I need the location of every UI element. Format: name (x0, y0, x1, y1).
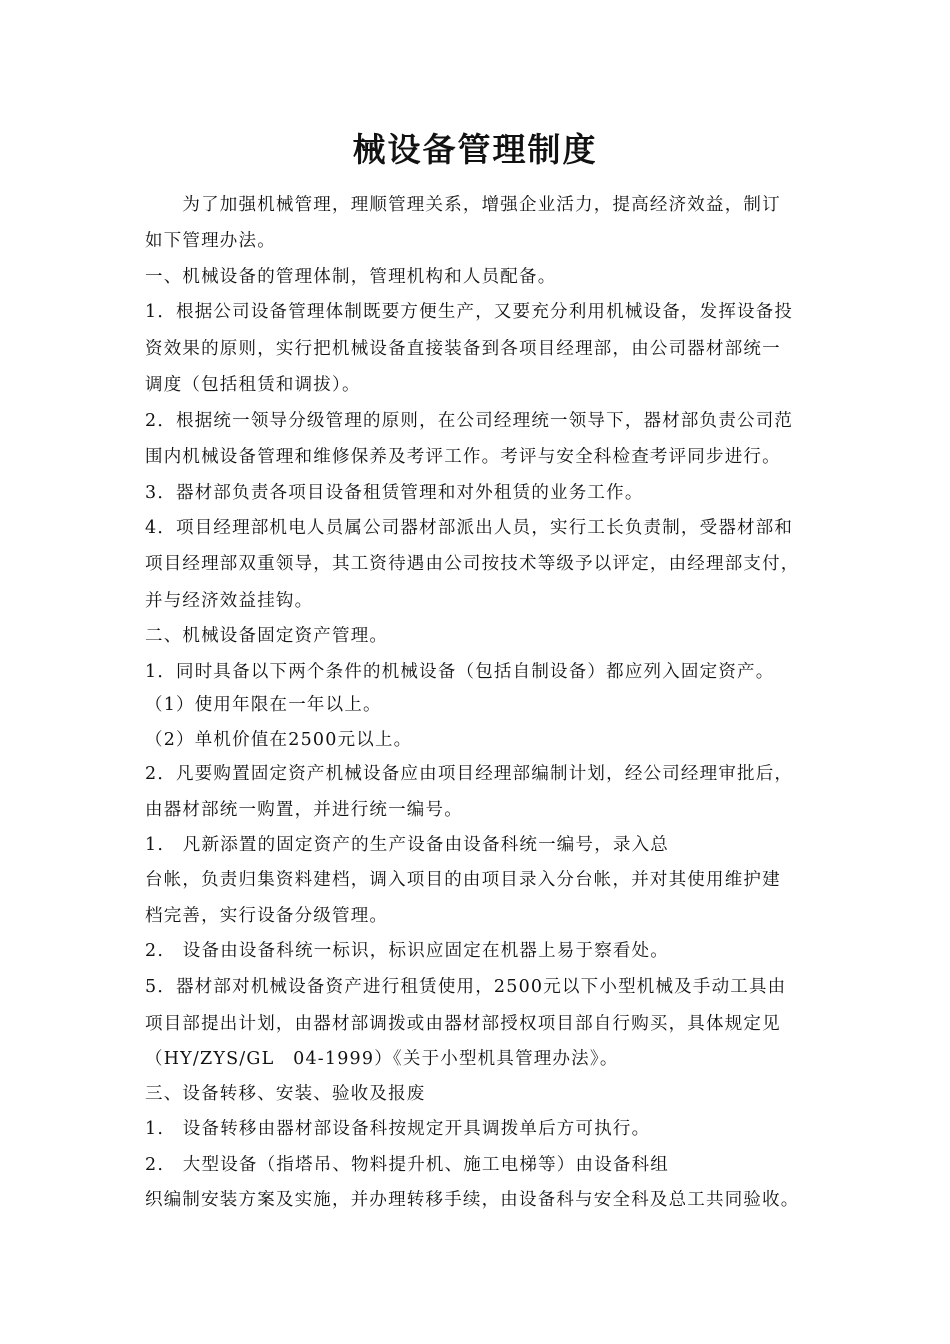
paragraph-line: （HY/ZYS/GL 04-1999）《关于小型机具管理办法》。 (145, 1049, 619, 1069)
paragraph-line: 1．根据公司设备管理体制既要方便生产，又要充分利用机械设备，发挥设备投 (145, 302, 794, 322)
paragraph-line: 4．项目经理部机电人员属公司器材部派出人员，实行工长负责制，受器材部和 (145, 518, 794, 538)
section-heading: 二、机械设备固定资产管理。 (145, 626, 389, 646)
paragraph-line: 如下管理办法。 (145, 231, 276, 251)
paragraph-line: 2．根据统一领导分级管理的原则，在公司经理统一领导下，器材部负责公司范 (145, 411, 794, 431)
paragraph-line: 为了加强机械管理，理顺管理关系，增强企业活力，提高经济效益，制订 (145, 195, 781, 215)
section-heading: 一、机械设备的管理体制，管理机构和人员配备。 (145, 267, 557, 287)
section-heading: 三、设备转移、安装、验收及报废 (145, 1084, 426, 1104)
paragraph-line: 2．凡要购置固定资产机械设备应由项目经理部编制计划，经公司经理审批后， (145, 764, 794, 784)
paragraph-line: 1. 凡新添置的固定资产的生产设备由设备科统一编号，录入总 (145, 835, 669, 855)
paragraph-line: 调度（包括租赁和调拔）。 (145, 375, 361, 395)
paragraph-line: 3．器材部负责各项目设备租赁管理和对外租赁的业务工作。 (145, 483, 644, 503)
paragraph-line: 项目经理部双重领导，其工资待遇由公司按技术等级予以评定，由经理部支付， (145, 554, 800, 574)
paragraph-line: 织编制安装方案及实施，并办理转移手续，由设备科与安全科及总工共同验收。 (145, 1190, 800, 1210)
paragraph-line: 资效果的原则，实行把机械设备直接装备到各项目经理部，由公司器材部统一 (145, 339, 781, 359)
paragraph-line: 项目部提出计划，由器材部调拨或由器材部授权项目部自行购买，具体规定见 (145, 1014, 781, 1034)
paragraph-line: 1．同时具备以下两个条件的机械设备（包括自制设备）都应列入固定资产。 (145, 662, 775, 682)
paragraph-line: 5．器材部对机械设备资产进行租赁使用，2500元以下小型机械及手动工具由 (145, 977, 787, 997)
paragraph-line: 档完善，实行设备分级管理。 (145, 906, 389, 926)
paragraph-line: 2. 设备由设备科统一标识，标识应固定在机器上易于察看处。 (145, 941, 669, 961)
paragraph-line: 并与经济效益挂钩。 (145, 591, 314, 611)
paragraph-line: 台帐，负责归集资料建档，调入项目的由项目录入分台帐，并对其使用维护建 (145, 870, 781, 890)
paragraph-line: 2. 大型设备（指塔吊、物料提升机、施工电梯等）由设备科组 (145, 1155, 669, 1175)
paragraph-line: 1. 设备转移由器材部设备科按规定开具调拨单后方可执行。 (145, 1119, 651, 1139)
paragraph-line: 围内机械设备管理和维修保养及考评工作。考评与安全科检查考评同步进行。 (145, 447, 781, 467)
document-title: 械设备管理制度 (352, 130, 598, 169)
paragraph-line: （2）单机价值在2500元以上。 (145, 730, 413, 750)
paragraph-line: 由器材部统一购置，并进行统一编号。 (145, 800, 463, 820)
paragraph-line: （1）使用年限在一年以上。 (145, 695, 382, 715)
